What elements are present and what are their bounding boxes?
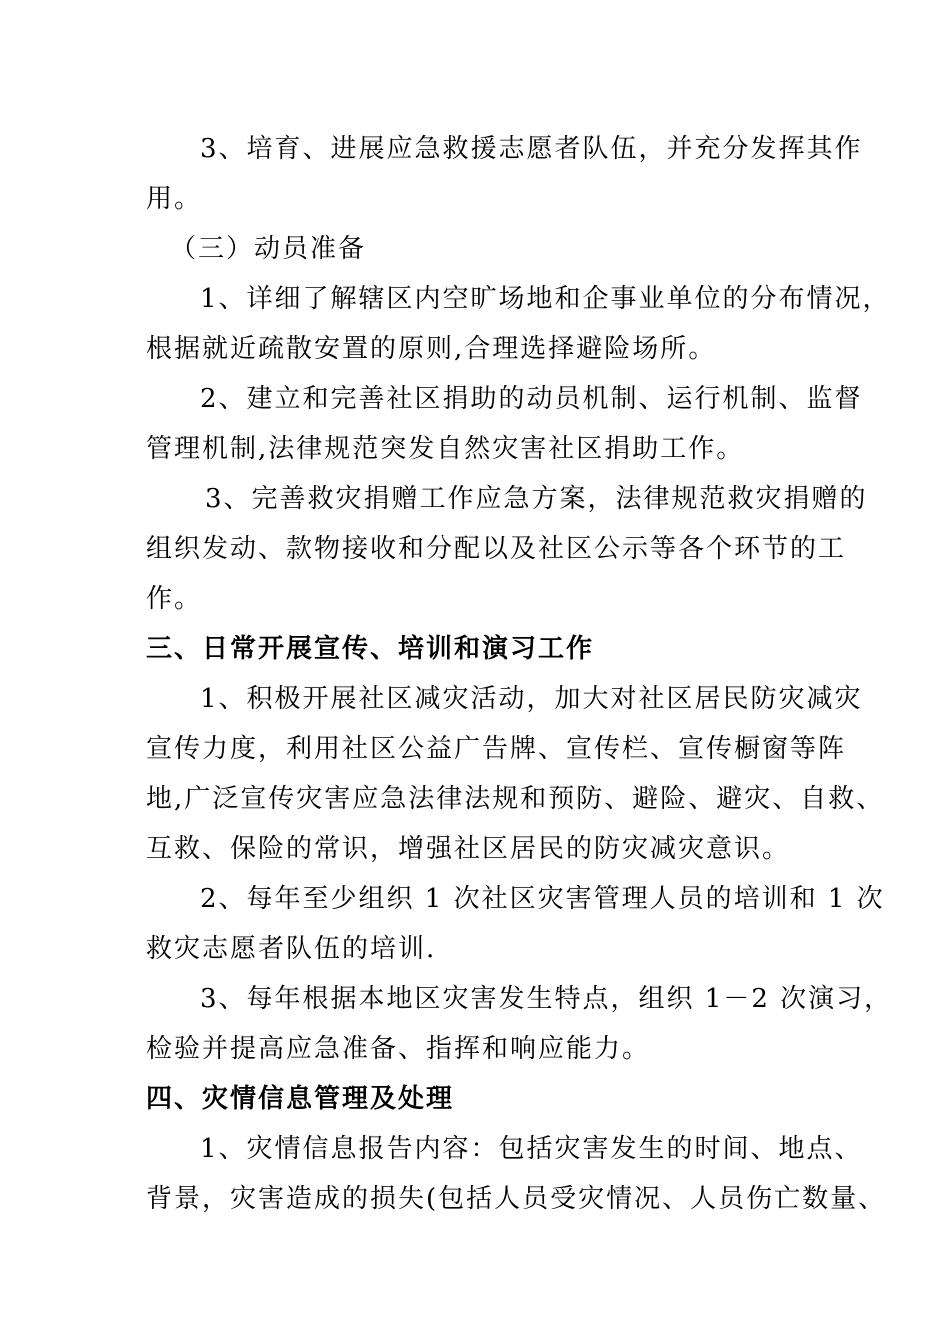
- paragraph-line: 地,广泛宣传灾害应急法律法规和预防、避险、避灾、自救、: [146, 784, 885, 814]
- paragraph-line: 用。: [146, 184, 203, 214]
- paragraph-line: 2、建立和完善社区捐助的动员机制、运行机制、监督: [200, 384, 863, 414]
- section-heading: 四、灾情信息管理及处理: [146, 1084, 455, 1114]
- paragraph-line: 作。: [146, 584, 203, 614]
- paragraph-line: 救灾志愿者队伍的培训.: [146, 934, 437, 964]
- paragraph-line: 管理机制,法律规范突发自然灾害社区捐助工作。: [146, 434, 745, 464]
- paragraph-line: 2、每年至少组织 1 次社区灾害管理人员的培训和 1 次: [200, 884, 885, 914]
- paragraph-line: 互救、保险的常识，增强社区居民的防灾减灾意识。: [146, 834, 791, 864]
- paragraph-line: 3、每年根据本地区灾害发生特点，组织 1－2 次演习，: [200, 984, 893, 1014]
- paragraph-line: 检验并提高应急准备、指挥和响应能力。: [146, 1034, 651, 1064]
- paragraph-line: 根据就近疏散安置的原则,合理选择避险场所。: [146, 334, 717, 364]
- section-heading: 三、日常开展宣传、培训和演习工作: [146, 634, 595, 664]
- paragraph-line: 3、完善救灾捐赠工作应急方案，法律规范救灾捐赠的: [205, 484, 868, 514]
- paragraph-line: 3、培育、进展应急救援志愿者队伍，并充分发挥其作: [200, 134, 863, 164]
- paragraph-line: 背景，灾害造成的损失(包括人员受灾情况、人员伤亡数量、: [146, 1184, 887, 1214]
- paragraph-line: 1、详细了解辖区内空旷场地和企事业单位的分布情况，: [200, 284, 891, 314]
- paragraph-line: 1、积极开展社区减灾活动，加大对社区居民防灾减灾: [200, 684, 863, 714]
- subsection-heading: （三）动员准备: [170, 234, 367, 264]
- paragraph-line: 1、灾情信息报告内容：包括灾害发生的时间、地点、: [200, 1134, 863, 1164]
- paragraph-line: 宣传力度，利用社区公益广告牌、宣传栏、宣传橱窗等阵: [146, 734, 847, 764]
- paragraph-line: 组织发动、款物接收和分配以及社区公示等各个环节的工: [146, 534, 847, 564]
